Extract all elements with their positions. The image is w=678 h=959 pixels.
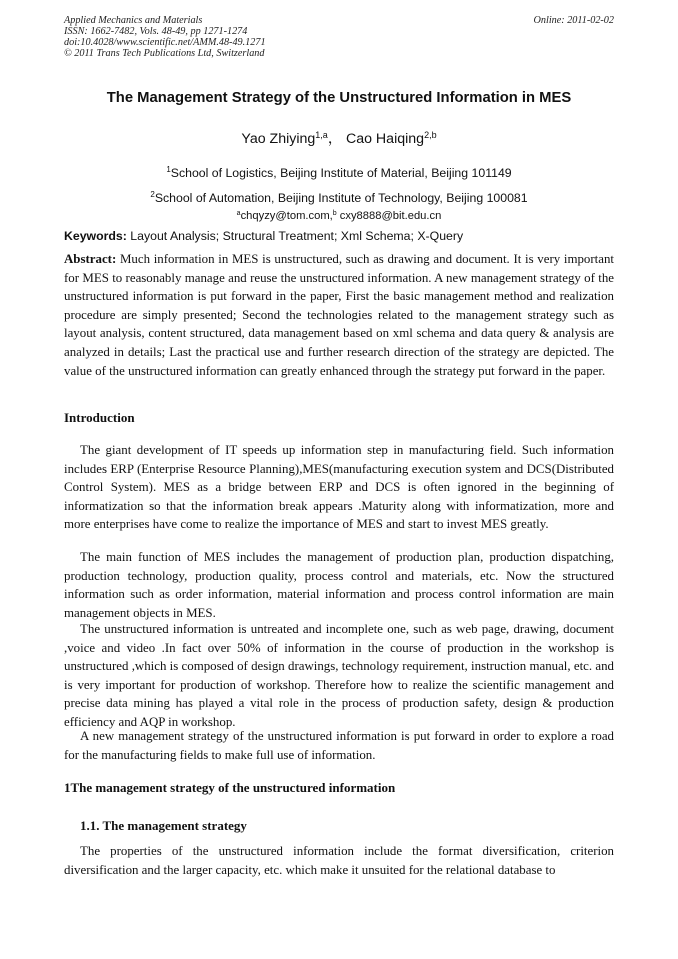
section-heading: Introduction (64, 410, 135, 425)
author-superscript: 2,b (424, 130, 437, 140)
journal-copyright: © 2011 Trans Tech Publications Ltd, Switzerland (64, 48, 265, 59)
affiliation (0, 191, 678, 205)
subsection-heading: 1.1. The management strategy (80, 818, 247, 833)
journal-name: Applied Mechanics and Materials (64, 15, 203, 26)
abstract-text: Much information in MES is unstructured, such as drawing and document. It is very important for MES to reasonably manage and reuse the unstructured information. A new management strategy of the unstructured information is put forward in the paper, First the basic management method and realization procedure are simply presented; Second the technologies related to the management strategy such as layout analysis, content structured, data management based on xml schema and data query & analysis are analyzed in details; Last the practical use and further research direction of the strategy are depicted. The value of the unstructured information can greatly enhanced through the strategy put forward in the paper. (64, 252, 614, 378)
keywords-text: Layout Analysis; Structural Treatment; Xml Schema; X-Query (126, 229, 464, 243)
paragraph: The main function of MES includes the management of production plan, production dispatching, production technology, production quality, process control and materials, etc. Now the structured information such as order information, material information and process control information are main management objects in MES. (64, 550, 614, 620)
abstract (64, 250, 614, 380)
paragraph: The giant development of IT speeds up information step in manufacturing field. Such information includes ERP (Enterprise Resource Planning),MES(manufacturing execution system and DCS(Distributed Control System). MES as a bridge between ERP and DCS is often ignored in the beginning of informatization so that the information break appears .Maturity along with informatization, more and more enterprises have come to realize the importance of MES and start to invest MES greatly. (64, 443, 614, 532)
section-heading: 1The management strategy of the unstructured information (64, 780, 396, 795)
journal-doi[interactable]: doi:10.4028/www.scientific.net/AMM.48-49.1271 (64, 37, 266, 48)
affiliation-text: School of Logistics, Beijing Institute of Material, Beijing 101149 (170, 166, 512, 180)
keywords (64, 229, 620, 243)
author-name: Cao Haiqing (345, 131, 425, 147)
paragraph: The properties of the unstructured information include the format diversification, criterion diversification and the larger capacity, etc. which make it unsuited for the relational database to (64, 844, 614, 877)
author-separator: ， (327, 131, 343, 147)
email-superscript: b (332, 210, 337, 217)
paper-title: The Management Strategy of the Unstructured Information in MES (106, 90, 572, 106)
journal-header (64, 15, 266, 59)
affiliation-superscript: 1 (166, 165, 171, 174)
affiliation (0, 166, 678, 180)
author-superscript: 1,a (315, 130, 328, 140)
affiliation-superscript: 2 (150, 190, 155, 199)
abstract-label: Abstract: (64, 252, 117, 266)
author-list (0, 128, 678, 148)
online-date: Online: 2011-02-02 (533, 15, 614, 26)
author-name: Yao Zhiying (241, 131, 316, 147)
keywords-label: Keywords: (64, 229, 127, 243)
email-superscript: a (236, 210, 241, 217)
email-link[interactable]: cxy8888@bit.edu.cn (336, 210, 442, 222)
paragraph: A new management strategy of the unstructured information is put forward in order to explore a road for the manufacturing fields to make full use of information. (64, 729, 614, 762)
email-link[interactable]: chqyzy@tom.com, (240, 210, 333, 222)
affiliation-text: School of Automation, Beijing Institute of Technology, Beijing 100081 (154, 191, 528, 205)
paragraph: The unstructured information is untreated and incomplete one, such as web page, drawing, document ,voice and video .In fact over 50% of information in the course of production in the workshop is unstructured ,which is composed of design drawings, technology requirement, instruction manual, etc. and is very important for production of workshop. Therefore how to realize the scientific management and precise data mining has played a vital role in the process of production safety, design & production efficiency and AQP in workshop. (64, 622, 614, 729)
journal-issn: ISSN: 1662-7482, Vols. 48-49, pp 1271-1274 (64, 26, 248, 37)
author-emails (0, 210, 678, 222)
